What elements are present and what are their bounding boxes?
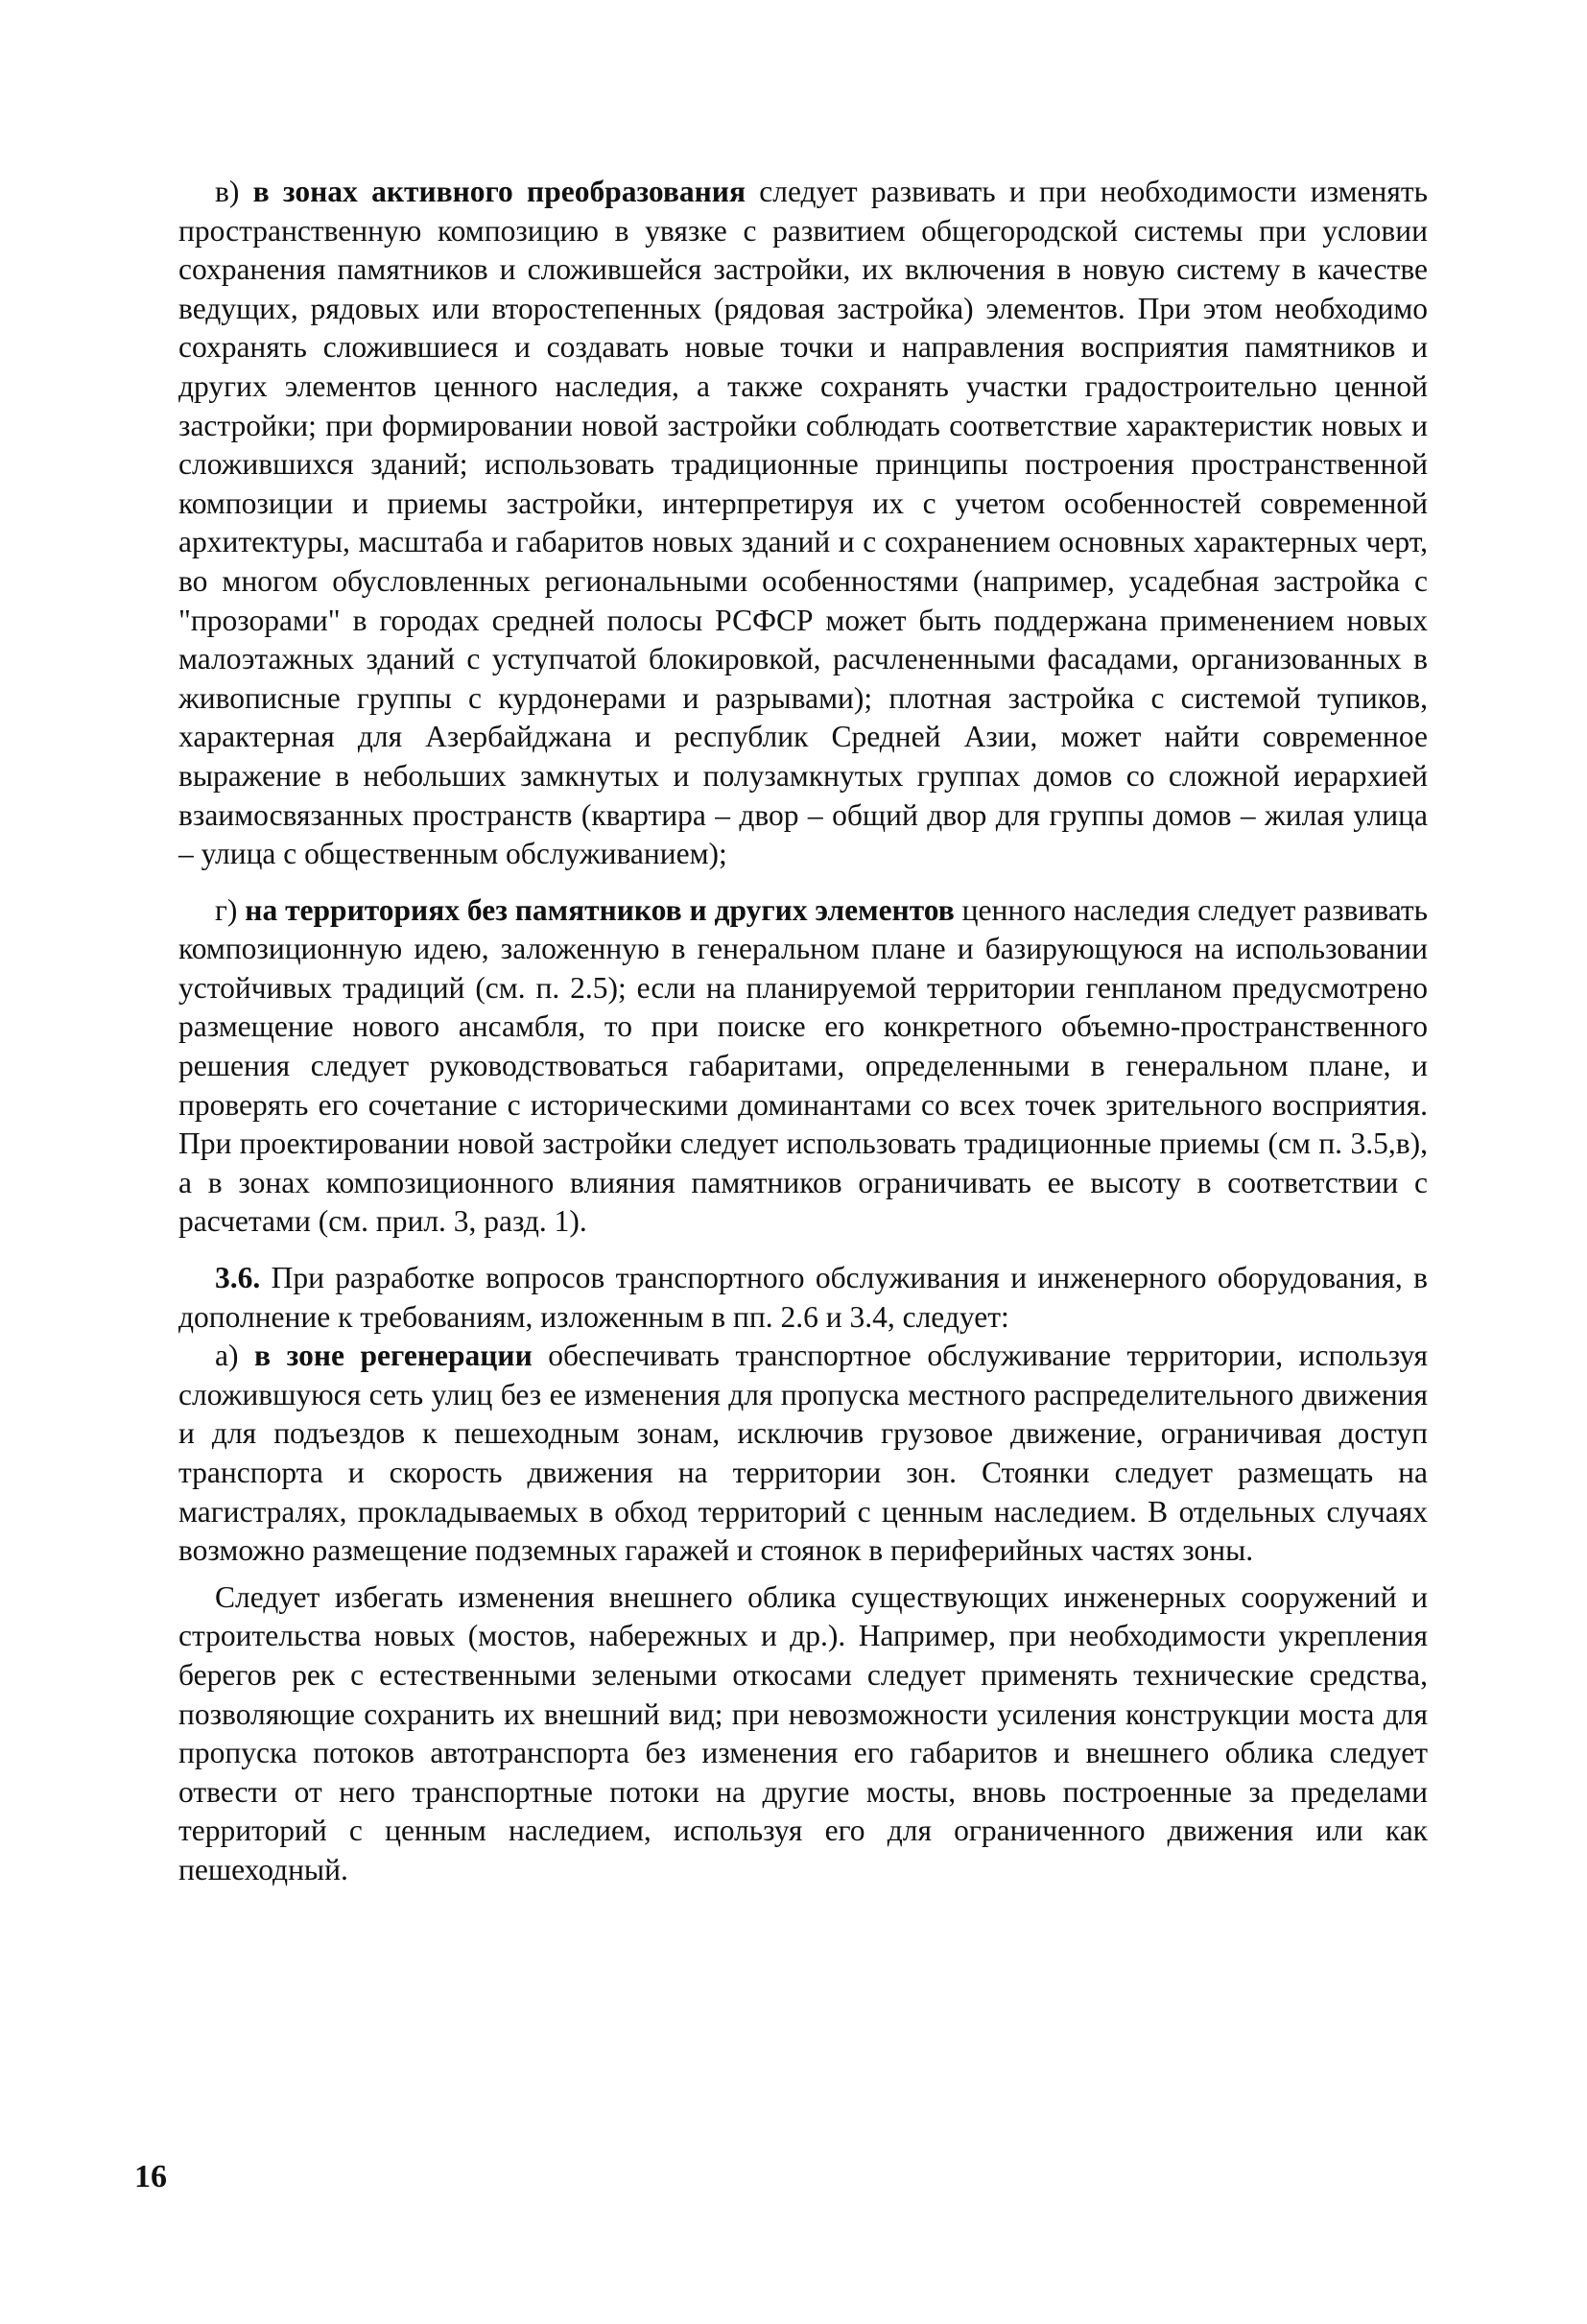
paragraph-3-6-text: При разработке вопросов транспортного обслуживания и инженерного оборудования, в дополнение к требованиям, изложенным в пп. 2.6 и 3.4, следует: [178,1261,1428,1334]
paragraph-a-text: обеспечивать транспортное обслуживание территории, используя сложившуюся сеть улиц без ее изменения для пропуска местного распределительного движения и для подъездов к пешеходным зонам, исключив грузовое движение, ограничивая доступ транспорта и скорость движения на территории зон. Стоянки следует размещать на магистралях, прокладываемых в обход территорий с ценным наследием. В отдельных случаях возможно размещение подземных гаражей и стоянок в периферийных частях зоны. [178,1339,1428,1568]
paragraph-a-bold: в зоне регенерации [254,1339,533,1373]
page-number: 16 [134,2159,167,2194]
paragraph-g-text: ценного наследия следует развивать композиционную идею, заложенную в генеральном плане и базирующуюся на использовании устойчивых традиций (см. п. 2.5); если на планируемой территории генпланом предусмотрено размещение нового ансамбля, то при поиске его конкретного объемно-пространственного решения следует руководствоваться габаритами, определенными в генеральном плане, и проверять его сочетание с историческими доминантами со всех точек зрительного восприятия. При проектировании новой застройки следует использовать традиционные приемы (см п. 3.5,в), а в зонах композиционного влияния памятников ограничивать ее высоту в соответствии с расчетами (см. прил. 3, разд. 1). [178,892,1428,1239]
paragraph-a [178,1337,1428,1571]
paragraph-g [178,891,1428,1242]
paragraph-sleduet [178,1578,1428,1890]
paragraph-g-lead: г) [215,892,246,927]
paragraph-g-bold: на территориях без памятников и других элементов [245,892,955,927]
paragraph-v [178,173,1428,874]
document-page [178,173,1428,1890]
paragraph-v-lead: в) [215,175,253,208]
paragraph-sleduet-text: Следует избегать изменения внешнего облика существующих инженерных сооружений и строительства новых (мостов, набережных и др.). Например, при необходимости укрепления берегов рек с естественными зелеными откосами следует применять технические средства, позволяющие сохранить их внешний вид; при невозможности усиления конструкции моста для пропуска потоков автотранспорта без изменения его габаритов и внешнего облика следует отвести от него транспортные потоки на другие мосты, вновь построенные за пределами территорий с ценным наследием, используя его для ограниченного движения или как пешеходный. [178,1579,1428,1886]
paragraph-3-6-number: 3.6. [215,1261,261,1295]
paragraph-a-lead: а) [215,1339,255,1373]
paragraph-v-text: следует развивать и при необходимости изменять пространственную композицию в увязке с развитием общегородской системы при условии сохранения памятников и сложившейся застройки, их включения в новую систему в качестве ведущих, рядовых или второстепенных (рядовая застройка) элементов. При этом необходимо сохранять сложившиеся и создавать новые точки и направления восприятия памятников и других элементов ценного наследия, а также сохранять участки градостроительно ценной застройки; при формировании новой застройки соблюдать соответствие характеристик новых и сложившихся зданий; использовать традиционные принципы построения пространственной композиции и приемы застройки, интерпретируя их с учетом особенностей современной архитектуры, масштаба и габаритов новых зданий и с сохранением основных характерных черт, во многом обусловленных региональными особенностями (например, усадебная застройка с "прозорами" в городах средней полосы РСФСР может быть поддержана применением новых малоэтажных зданий с уступчатой блокировкой, расчлененными фасадами, организованных в живописные группы с курдонерами и разрывами); плотная застройка с системой тупиков, характерная для Азербайджана и республик Средней Азии, может найти современное выражение в небольших замкнутых и полузамкнутых группах домов со сложной иерархией взаимосвязанных пространств (квартира – двор – общий двор для группы домов – жилая улица – улица с общественным обслуживанием); [178,175,1428,871]
paragraph-v-bold: в зонах активного преобразования [252,175,746,208]
paragraph-3-6 [178,1259,1428,1337]
